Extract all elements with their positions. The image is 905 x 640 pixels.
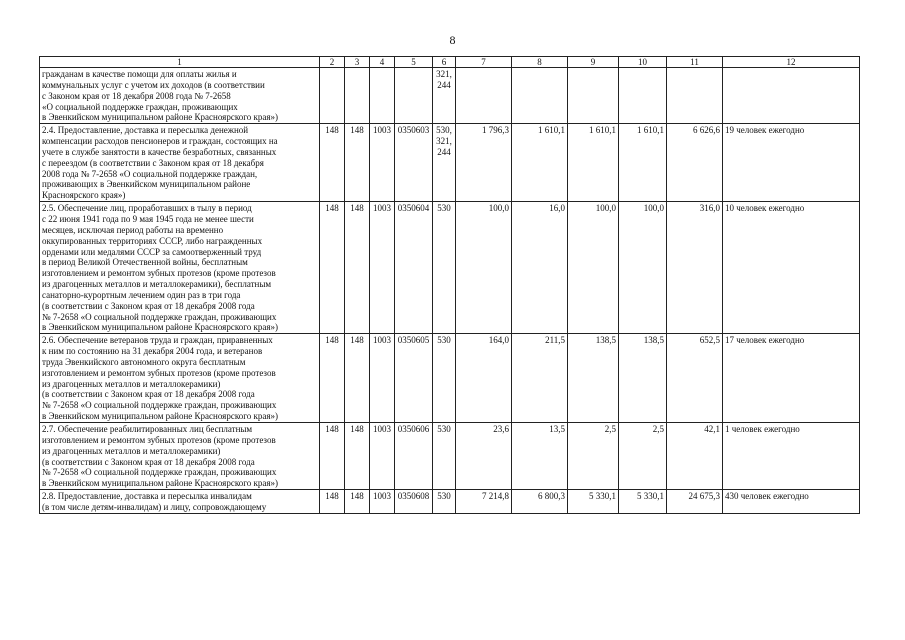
description-line: труда Эвенкийского автономного округа бесплатным <box>42 356 246 367</box>
cell-target-code: 0350606 <box>395 423 433 490</box>
description-line: коммунальных услуг с учетом их доходов (в соответствии <box>42 79 265 90</box>
cell-section-code: 1003 <box>370 334 395 423</box>
cell-value: 5 330,1 <box>568 490 619 514</box>
cell-section-code: 1003 <box>370 202 395 334</box>
cell-admin-code: 148 <box>345 423 370 490</box>
cell-value: 1 610,1 <box>568 124 619 202</box>
cell-section-code: 1003 <box>370 490 395 514</box>
description-line: в период Великой Отечественной войны, бесплатным <box>42 257 248 268</box>
cell-description <box>40 68 320 124</box>
description-line: в Эвенкийском муниципальном районе Красноярского края») <box>42 112 278 123</box>
cell-total: 652,5 <box>667 334 723 423</box>
cell-value: 211,5 <box>512 334 568 423</box>
cell-expense-type: 321, 244 <box>433 68 456 124</box>
cell-ministry-code: 148 <box>320 334 345 423</box>
description-line: из драгоценных металлов и металлокерамики) <box>42 378 221 389</box>
cell-value: 100,0 <box>456 202 512 334</box>
cell-value: 16,0 <box>512 202 568 334</box>
header-row <box>40 57 860 68</box>
description-line: санаторно-курортным лечением один раз в три года <box>42 289 241 300</box>
table-row <box>40 334 860 423</box>
description-line: орденами или медалями СССР за самоотверженный труд <box>42 246 262 257</box>
cell-expense-type: 530 <box>433 334 456 423</box>
cell-description <box>40 334 320 423</box>
cell-result: 1 человек ежегодно <box>723 423 860 490</box>
cell-description <box>40 423 320 490</box>
cell-ministry-code: 148 <box>320 202 345 334</box>
cell-total: 42,1 <box>667 423 723 490</box>
cell-total <box>667 68 723 124</box>
col-header: 1 <box>40 57 320 68</box>
cell-target-code: 0350604 <box>395 202 433 334</box>
description-line: 2008 года № 7-2658 «О социальной поддержке граждан, <box>42 168 258 179</box>
description-line: 2.5. Обеспечение лиц, проработавших в тылу в период <box>42 203 252 214</box>
table-row <box>40 490 860 514</box>
cell-ministry-code <box>320 68 345 124</box>
description-line: проживающих в Эвенкийском муниципальном районе <box>42 179 251 190</box>
cell-ministry-code: 148 <box>320 490 345 514</box>
budget-table <box>39 56 860 514</box>
cell-value: 7 214,8 <box>456 490 512 514</box>
description-line: оккупированных территориях СССР, либо награжденных <box>42 235 263 246</box>
col-header: 5 <box>395 57 433 68</box>
cell-value: 5 330,1 <box>619 490 667 514</box>
description-line: в Эвенкийском муниципальном районе Красноярского края») <box>42 478 278 489</box>
cell-section-code <box>370 68 395 124</box>
col-header: 8 <box>512 57 568 68</box>
col-header: 7 <box>456 57 512 68</box>
description-line: изготовлением и ремонтом зубных протезов (кроме протезов <box>42 268 276 279</box>
cell-value: 164,0 <box>456 334 512 423</box>
description-line: к ним по состоянию на 31 декабря 2004 года, и ветеранов <box>42 346 263 357</box>
cell-value: 138,5 <box>619 334 667 423</box>
cell-description <box>40 202 320 334</box>
description-line: изготовлением и ремонтом зубных протезов (кроме протезов <box>42 434 276 445</box>
description-line: месяцев, исключая период работы на временно <box>42 224 224 235</box>
description-line: № 7-2658 «О социальной поддержке граждан, проживающих <box>42 467 277 478</box>
cell-ministry-code: 148 <box>320 423 345 490</box>
col-header: 4 <box>370 57 395 68</box>
description-line: 2.7. Обеспечение реабилитированных лиц бесплатным <box>42 424 253 434</box>
col-header: 3 <box>345 57 370 68</box>
cell-value <box>568 68 619 124</box>
description-line: изготовлением и ремонтом зубных протезов (кроме протезов <box>42 367 276 378</box>
description-line: с 22 июня 1941 года по 9 мая 1945 года не менее шести <box>42 213 254 224</box>
description-line: гражданам в качестве помощи для оплаты жилья и <box>42 69 237 79</box>
cell-value: 13,5 <box>512 423 568 490</box>
cell-expense-type: 530 <box>433 202 456 334</box>
description-line: в Эвенкийском муниципальном районе Красноярского края») <box>42 411 278 422</box>
cell-value: 23,6 <box>456 423 512 490</box>
cell-value: 2,5 <box>619 423 667 490</box>
description-line: (в том числе детям-инвалидам) и лицу, сопровождающему <box>42 501 267 512</box>
description-line: с переездом (в соответствии с Законом края от 18 декабря <box>42 157 264 168</box>
col-header: 12 <box>723 57 860 68</box>
cell-total: 24 675,3 <box>667 490 723 514</box>
col-header: 11 <box>667 57 723 68</box>
description-line: «О социальной поддержке граждан, проживающих <box>42 101 238 112</box>
cell-total: 6 626,6 <box>667 124 723 202</box>
cell-result: 10 человек ежегодно <box>723 202 860 334</box>
description-line: № 7-2658 «О социальной поддержке граждан, проживающих <box>42 400 277 411</box>
description-line: в Эвенкийском муниципальном районе Красноярского края») <box>42 322 278 333</box>
cell-admin-code: 148 <box>345 202 370 334</box>
cell-admin-code: 148 <box>345 490 370 514</box>
cell-admin-code: 148 <box>345 334 370 423</box>
cell-value <box>512 68 568 124</box>
cell-value <box>619 68 667 124</box>
cell-value <box>456 68 512 124</box>
cell-result: 430 человек ежегодно <box>723 490 860 514</box>
col-header: 6 <box>433 57 456 68</box>
description-line: (в соответствии с Законом края от 18 декабря 2008 года <box>42 389 255 400</box>
description-line: Красноярского края») <box>42 190 126 201</box>
table-row <box>40 68 860 124</box>
cell-description <box>40 124 320 202</box>
description-line: учете в службе занятости в качестве безработных, связанных <box>42 146 277 157</box>
description-line: из драгоценных металлов и металлокерамики) <box>42 445 221 456</box>
cell-value: 2,5 <box>568 423 619 490</box>
col-header: 10 <box>619 57 667 68</box>
cell-ministry-code: 148 <box>320 124 345 202</box>
description-line: 2.8. Предоставление, доставка и пересылка инвалидам <box>42 491 252 502</box>
cell-result <box>723 68 860 124</box>
col-header: 2 <box>320 57 345 68</box>
cell-admin-code <box>345 68 370 124</box>
col-header: 9 <box>568 57 619 68</box>
description-line: (в соответствии с Законом края от 18 декабря 2008 года <box>42 300 255 311</box>
cell-expense-type: 530 <box>433 423 456 490</box>
cell-value: 100,0 <box>619 202 667 334</box>
cell-target-code: 0350605 <box>395 334 433 423</box>
cell-value: 6 800,3 <box>512 490 568 514</box>
cell-admin-code: 148 <box>345 124 370 202</box>
cell-value: 138,5 <box>568 334 619 423</box>
cell-result: 17 человек ежегодно <box>723 334 860 423</box>
table-row <box>40 124 860 202</box>
table-row <box>40 423 860 490</box>
description-line: 2.6. Обеспечение ветеранов труда и граждан, приравненных <box>42 335 273 346</box>
page-number: 8 <box>449 33 456 47</box>
description-line: из драгоценных металлов и металлокерамики), бесплатным <box>42 279 272 290</box>
description-line: компенсации расходов пенсионеров и граждан, состоящих на <box>42 136 278 147</box>
table-row <box>40 202 860 334</box>
cell-expense-type: 530 <box>433 490 456 514</box>
cell-total: 316,0 <box>667 202 723 334</box>
cell-section-code: 1003 <box>370 423 395 490</box>
cell-value: 100,0 <box>568 202 619 334</box>
cell-value: 1 610,1 <box>619 124 667 202</box>
cell-result: 19 человек ежегодно <box>723 124 860 202</box>
description-line: с Законом края от 18 декабря 2008 года № 7-2658 <box>42 90 231 101</box>
description-line: (в соответствии с Законом края от 18 декабря 2008 года <box>42 456 255 467</box>
cell-section-code: 1003 <box>370 124 395 202</box>
cell-expense-type: 530, 321, 244 <box>433 124 456 202</box>
cell-target-code <box>395 68 433 124</box>
cell-value: 1 610,1 <box>512 124 568 202</box>
cell-target-code: 0350603 <box>395 124 433 202</box>
cell-value: 1 796,3 <box>456 124 512 202</box>
cell-description <box>40 490 320 514</box>
description-line: № 7-2658 «О социальной поддержке граждан, проживающих <box>42 311 277 322</box>
description-line: 2.4. Предоставление, доставка и пересылка денежной <box>42 125 249 136</box>
cell-target-code: 0350608 <box>395 490 433 514</box>
